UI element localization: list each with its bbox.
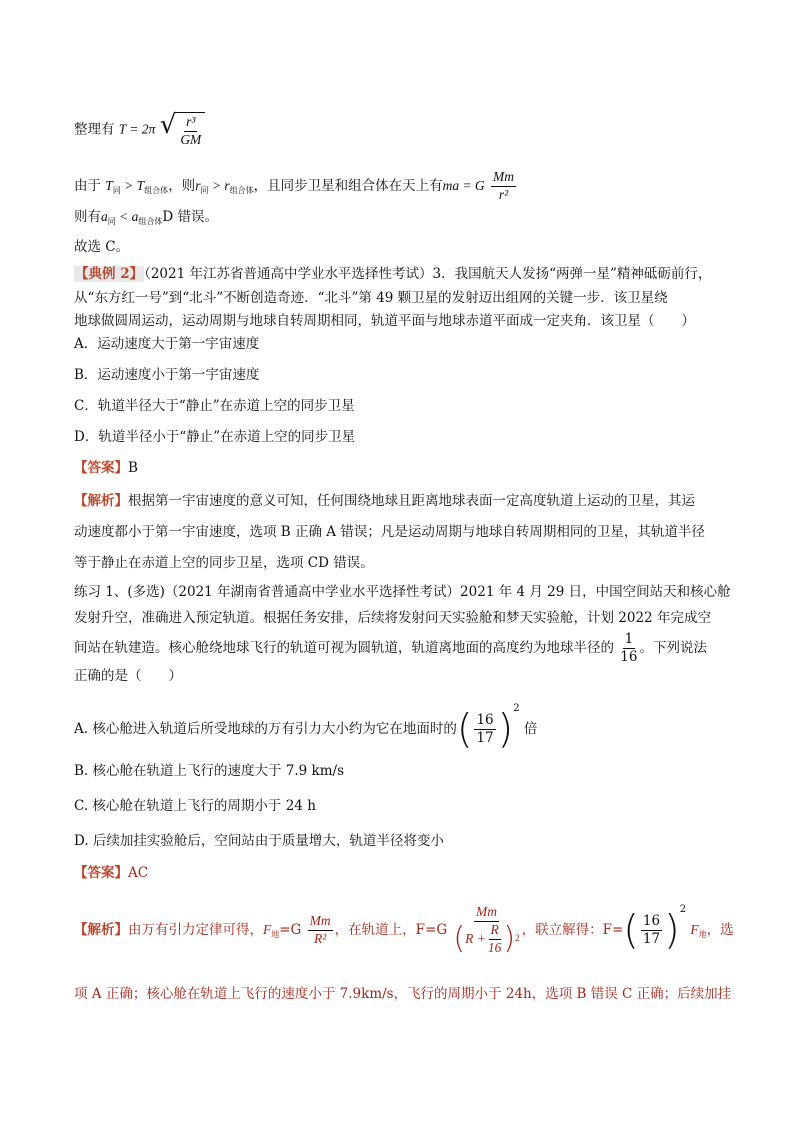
practice-option-a	[74, 703, 538, 753]
answer-line	[74, 462, 138, 476]
fraction	[488, 923, 502, 956]
paren-left: (	[453, 921, 466, 957]
subscript: 同	[112, 185, 121, 195]
subscript: 同	[107, 217, 116, 226]
practice-analysis-line-1	[74, 905, 734, 956]
paren-left: (	[456, 706, 473, 753]
analysis-line-1	[74, 495, 695, 509]
fraction-denominator: GM	[180, 131, 202, 147]
subscript: 组合体	[138, 217, 163, 226]
fraction-denominator: R²	[314, 931, 327, 946]
sqrt-expression	[160, 112, 206, 148]
symbol: F	[263, 922, 272, 937]
symbol: a	[101, 209, 108, 224]
fraction	[491, 170, 516, 203]
fraction	[641, 914, 662, 947]
symbol: T	[105, 177, 113, 193]
fraction-numerator: R	[489, 923, 501, 940]
practice-line-1: 练习 1、(多选)（2021 年湖南省普通高中学业水平选择性考试）2021 年 4 月 29 日，中国空间站天和核心舱	[74, 584, 731, 600]
text: 倍	[523, 721, 538, 737]
fraction-denominator: 17	[476, 730, 494, 746]
option-d: D．轨道半径小于“静止”在赤道上空的同步卫星	[74, 429, 356, 445]
analysis-line-3: 等于静止在赤道上空的同步卫星，选项 CD 错误。	[74, 555, 374, 571]
answer-tag: 【答案】	[74, 865, 128, 881]
text: A. 核心舱进入轨道后所受地球的万有引力大小约为它在地面时的	[74, 721, 457, 737]
fraction-denominator: 16	[487, 939, 502, 955]
answer-value: B	[128, 460, 138, 476]
symbol: r	[195, 177, 201, 193]
practice-line-4: 正确的是（ ）	[74, 668, 182, 684]
example-2-line-1	[74, 268, 711, 282]
acceleration-line	[74, 210, 218, 226]
text: 则有	[74, 209, 101, 225]
symbol: F	[690, 922, 699, 937]
text: 整理有	[74, 121, 115, 138]
text: R +	[465, 931, 486, 946]
text: 由于	[74, 177, 101, 194]
analysis-tag: 【解析】	[74, 922, 128, 938]
example-2-line-3: 地球做圆周运动，运动周期与地球自转周期相同，轨道平面与地球赤道平面成一定夹角．该卫星（ ）	[74, 313, 695, 329]
text: D 错误。	[162, 209, 218, 225]
paren-left: (	[623, 907, 639, 954]
exponent: 2	[513, 703, 520, 714]
option-b: B．运动速度小于第一宇宙速度	[74, 367, 260, 383]
formula-lhs: T = 2π	[118, 121, 156, 137]
practice-option-b: B. 核心舱在轨道上飞行的速度大于 7.9 km/s	[74, 763, 345, 779]
practice-option-c: C. 核心舱在轨道上飞行的周期小于 24 h	[74, 798, 316, 814]
text: ，在轨道上，F=G	[334, 922, 448, 938]
subscript: 组合体	[229, 185, 254, 195]
fraction-numerator: 16	[642, 913, 661, 930]
practice-option-d: D. 后续加挂实验舱后，空间站由于质量增大，轨道半径将变小	[74, 833, 444, 849]
text: 根据第一宇宙速度的意义可知，任何围绕地球且距离地球表面一定高度轨道上运动的卫星，其运	[128, 493, 695, 509]
symbol: > T	[120, 177, 145, 193]
option-a: A．运动速度大于第一宇宙速度	[74, 336, 260, 352]
practice-answer-line	[74, 867, 148, 881]
conclusion-line: 故选 C。	[74, 239, 130, 255]
practice-analysis-line-2: 项 A 正确；核心舱在轨道上飞行的速度小于 7.9km/s，飞行的周期小于 24h，选项 B 错误 C 正确；后续加挂	[74, 986, 732, 1002]
text: 。下列说法	[639, 639, 707, 656]
paren-right: )	[503, 921, 516, 957]
text: 间站在轨建造。核心舱绕地球飞行的轨道可视为圆轨道，轨道离地面的高度约为地球半径的	[74, 639, 614, 656]
formula: ma = G	[442, 177, 485, 193]
subscript: 地	[271, 930, 280, 939]
paren-right: )	[664, 907, 680, 954]
answer-tag: 【答案】	[74, 460, 128, 476]
fraction-numerator: Mm	[491, 170, 516, 187]
radical-sign: √	[159, 110, 177, 140]
practice-line-3	[74, 632, 707, 665]
paren-right: )	[497, 706, 514, 753]
fraction: Mm ( R + $\frac{R}{16}$ ) 2	[453, 904, 520, 957]
symbol: > r	[208, 177, 230, 193]
formula-period	[74, 112, 205, 148]
symbol: < a	[115, 209, 139, 224]
text: ，选	[706, 922, 734, 938]
practice-line-2: 发射升空，准确进入预定轨道。根据任务安排，后续将发射问天实验舱和梦天实验舱，计划 2022 年完成空	[74, 610, 711, 626]
fraction-denominator: r²	[498, 186, 509, 202]
analysis-tag: 【解析】	[74, 493, 128, 509]
fraction	[474, 713, 495, 746]
example-2-line-2: 从“东方红一号”到“北斗”不断创造奇迹．“北斗”第 49 颗卫星的发射迈出组网的关键一步．该卫星绕	[74, 290, 668, 306]
subscript: 同	[200, 185, 209, 195]
example-tag: 【典例 2】	[75, 266, 144, 282]
answer-value: AC	[128, 865, 149, 881]
fraction-numerator: 16	[476, 712, 494, 729]
text: ，则	[168, 177, 196, 194]
fraction-denominator: 17	[642, 931, 661, 947]
fraction	[308, 914, 333, 947]
exponent: 2	[679, 904, 687, 915]
subscript: 组合体	[144, 185, 169, 195]
option-c: C．轨道半径大于“静止”在赤道上空的同步卫星	[74, 398, 355, 414]
fraction	[180, 115, 201, 148]
text: ，且同步卫星和组合体在天上有	[253, 177, 443, 194]
text: =G	[279, 922, 302, 938]
fraction-numerator: r³	[184, 115, 197, 132]
text: ，联立解得：F=	[521, 922, 624, 938]
subscript: 地	[698, 930, 707, 939]
text: （2021 年江苏省普通高中学业水平选择性考试）3．我国航天人发扬“两弹一星”精神砥砺前行，	[144, 266, 712, 282]
analysis-line-2: 动速度都小于第一宇宙速度，选项 B 正确 A 错误；凡是运动周期与地球自转周期相同的卫星，其轨道半径	[74, 524, 705, 540]
text: 由万有引力定律可得，	[128, 922, 263, 938]
fraction	[620, 632, 637, 665]
fraction-numerator: 1	[624, 631, 634, 647]
fraction-numerator: Mm	[474, 905, 499, 922]
fraction-denominator: 16	[620, 648, 638, 665]
fraction-numerator: Mm	[308, 914, 333, 931]
comparison-line	[74, 170, 518, 203]
